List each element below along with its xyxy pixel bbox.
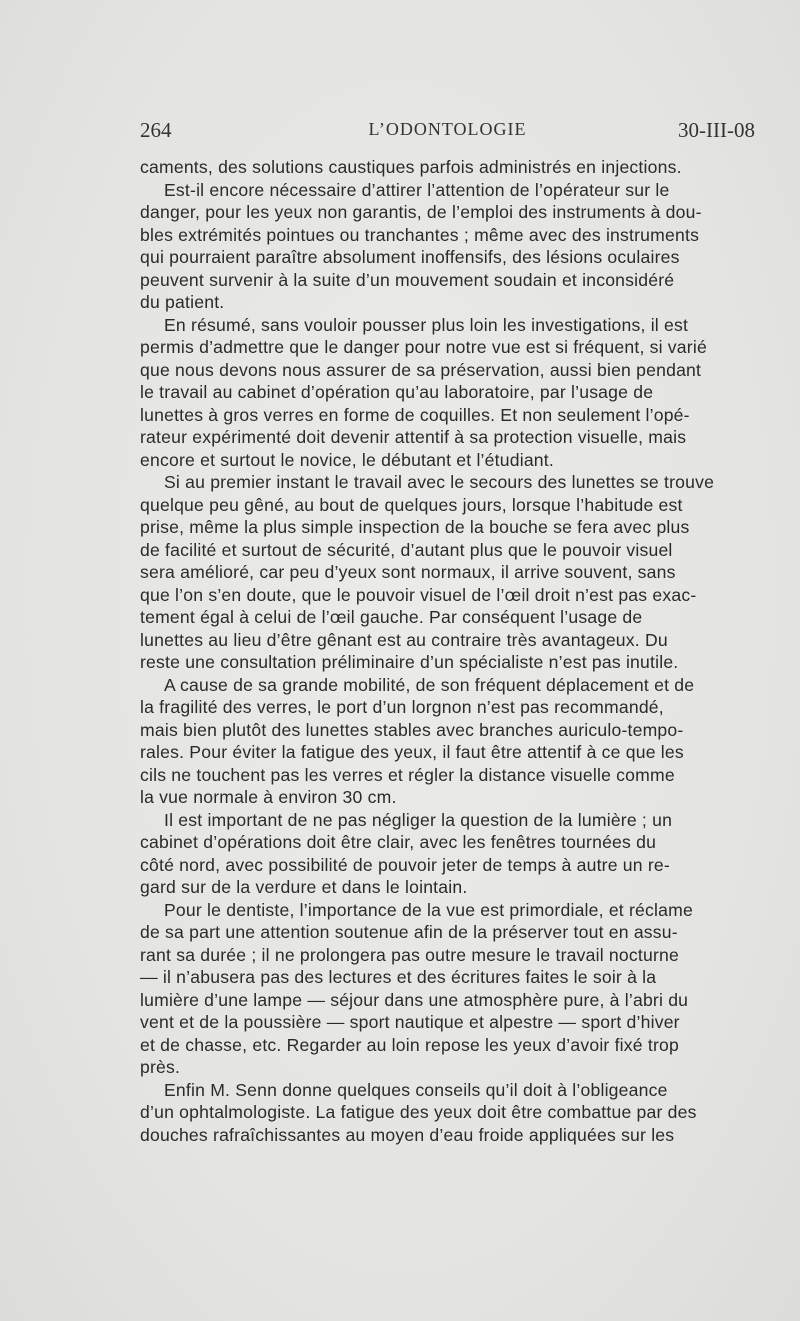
paragraph — [140, 179, 755, 314]
text-line: danger, pour les yeux non garantis, de l’emploi des instruments à dou- — [140, 202, 702, 222]
text-line: près. — [140, 1057, 181, 1077]
text-line: lunettes au lieu d’être gênant est au contraire très avantageux. Du — [140, 629, 668, 650]
text-line: Enfin M. Senn donne quelques conseils qu’il doit à l’obligeance — [164, 1079, 668, 1100]
journal-title: L’ODONTOLOGIE — [368, 119, 527, 139]
article-body — [140, 156, 755, 1146]
text-line: d’un ophtalmologiste. La fatigue des yeux doit être combattue par des — [140, 1102, 697, 1122]
paragraph — [140, 674, 755, 809]
text-line: le travail au cabinet d’opération qu’au laboratoire, par l’usage de — [140, 382, 654, 402]
text-line: caments, des solutions caustiques parfois administrés en injections. — [140, 157, 682, 177]
text-line: permis d’admettre que le danger pour notre vue est si fréquent, si varié — [140, 337, 707, 357]
text-line: vent et de la poussière — sport nautique et alpestre — sport d’hiver — [140, 1012, 680, 1032]
text-line: la fragilité des verres, le port d’un lorgnon n’est pas recommandé, — [140, 697, 664, 717]
text-line: du patient. — [140, 292, 225, 312]
text-line: A cause de sa grande mobilité, de son fréquent déplacement et de — [164, 674, 695, 695]
text-line: qui pourraient paraître absolument inoffensifs, des lésions oculaires — [140, 247, 680, 267]
text-line: sera amélioré, car peu d’yeux sont normaux, il arrive souvent, sans — [140, 562, 676, 582]
text-line: prise, même la plus simple inspection de la bouche se fera avec plus — [140, 517, 690, 537]
text-line: bles extrémités pointues ou tranchantes ; même avec des instruments — [140, 224, 700, 245]
text-line: de facilité et surtout de sécurité, d’autant plus que le pouvoir visuel — [140, 539, 673, 560]
text-line: et de chasse, etc. Regarder au loin repose les yeux d’avoir fixé trop — [140, 1034, 679, 1055]
text-line: que nous devons nous assurer de sa préservation, aussi bien pendant — [140, 359, 702, 380]
text-line: douches rafraîchissantes au moyen d’eau froide appliquées sur les — [140, 1124, 675, 1145]
text-line: gard sur de la verdure et dans le lointain. — [140, 877, 468, 897]
text-line: cils ne touchent pas les verres et régler la distance visuelle comme — [140, 764, 675, 785]
text-line: rales. Pour éviter la fatigue des yeux, il faut être attentif à ce que les — [140, 742, 684, 762]
paragraph — [140, 156, 755, 179]
text-line: côté nord, avec possibilité de pouvoir jeter de temps à autre un re- — [140, 854, 670, 875]
text-line: rateur expérimenté doit devenir attentif à sa protection visuelle, mais — [140, 427, 687, 447]
text-line: la vue normale à environ 30 cm. — [140, 787, 397, 807]
text-line: mais bien plutôt des lunettes stables avec branches auriculo-tempo- — [140, 719, 684, 740]
text-line: Il est important de ne pas négliger la question de la lumière ; un — [164, 809, 673, 830]
running-header — [140, 118, 755, 148]
paragraph — [140, 899, 755, 1079]
text-line: de sa part une attention soutenue afin de la préserver tout en assu- — [140, 922, 678, 942]
text-line: lunettes à gros verres en forme de coquilles. Et non seulement l’opé- — [140, 404, 690, 425]
text-line: encore et surtout le novice, le débutant et l’étudiant. — [140, 449, 554, 470]
text-line: cabinet d’opérations doit être clair, avec les fenêtres tournées du — [140, 832, 657, 852]
paragraph — [140, 1079, 755, 1147]
issue-date: 30-III-08 — [678, 118, 755, 142]
paragraph — [140, 809, 755, 899]
text-line: reste une consultation préliminaire d’un spécialiste n’est pas inutile. — [140, 652, 679, 672]
text-line: lumière d’une lampe — séjour dans une atmosphère pure, à l’abri du — [140, 989, 689, 1010]
text-line: Est-il encore nécessaire d’attirer l’attention de l’opérateur sur le — [164, 179, 670, 200]
text-line: Pour le dentiste, l’importance de la vue est primordiale, et réclame — [164, 899, 693, 920]
text-line: — il n’abusera pas des lectures et des écritures faites le soir à la — [140, 967, 657, 987]
text-line: En résumé, sans vouloir pousser plus loin les investigations, il est — [164, 314, 689, 335]
text-line: Si au premier instant le travail avec le secours des lunettes se trouve — [164, 472, 715, 492]
text-line: quelque peu gêné, au bout de quelques jours, lorsque l’habitude est — [140, 494, 683, 515]
text-line: peuvent survenir à la suite d’un mouvement soudain et inconsidéré — [140, 269, 675, 290]
text-line: rant sa durée ; il ne prolongera pas outre mesure le travail nocturne — [140, 944, 679, 965]
text-line: que l’on s’en doute, que le pouvoir visuel de l’œil droit n’est pas exac- — [140, 584, 697, 605]
page-number: 264 — [140, 118, 172, 142]
text-line: tement égal à celui de l’œil gauche. Par conséquent l’usage de — [140, 607, 643, 627]
paragraph — [140, 314, 755, 472]
paragraph — [140, 471, 755, 674]
